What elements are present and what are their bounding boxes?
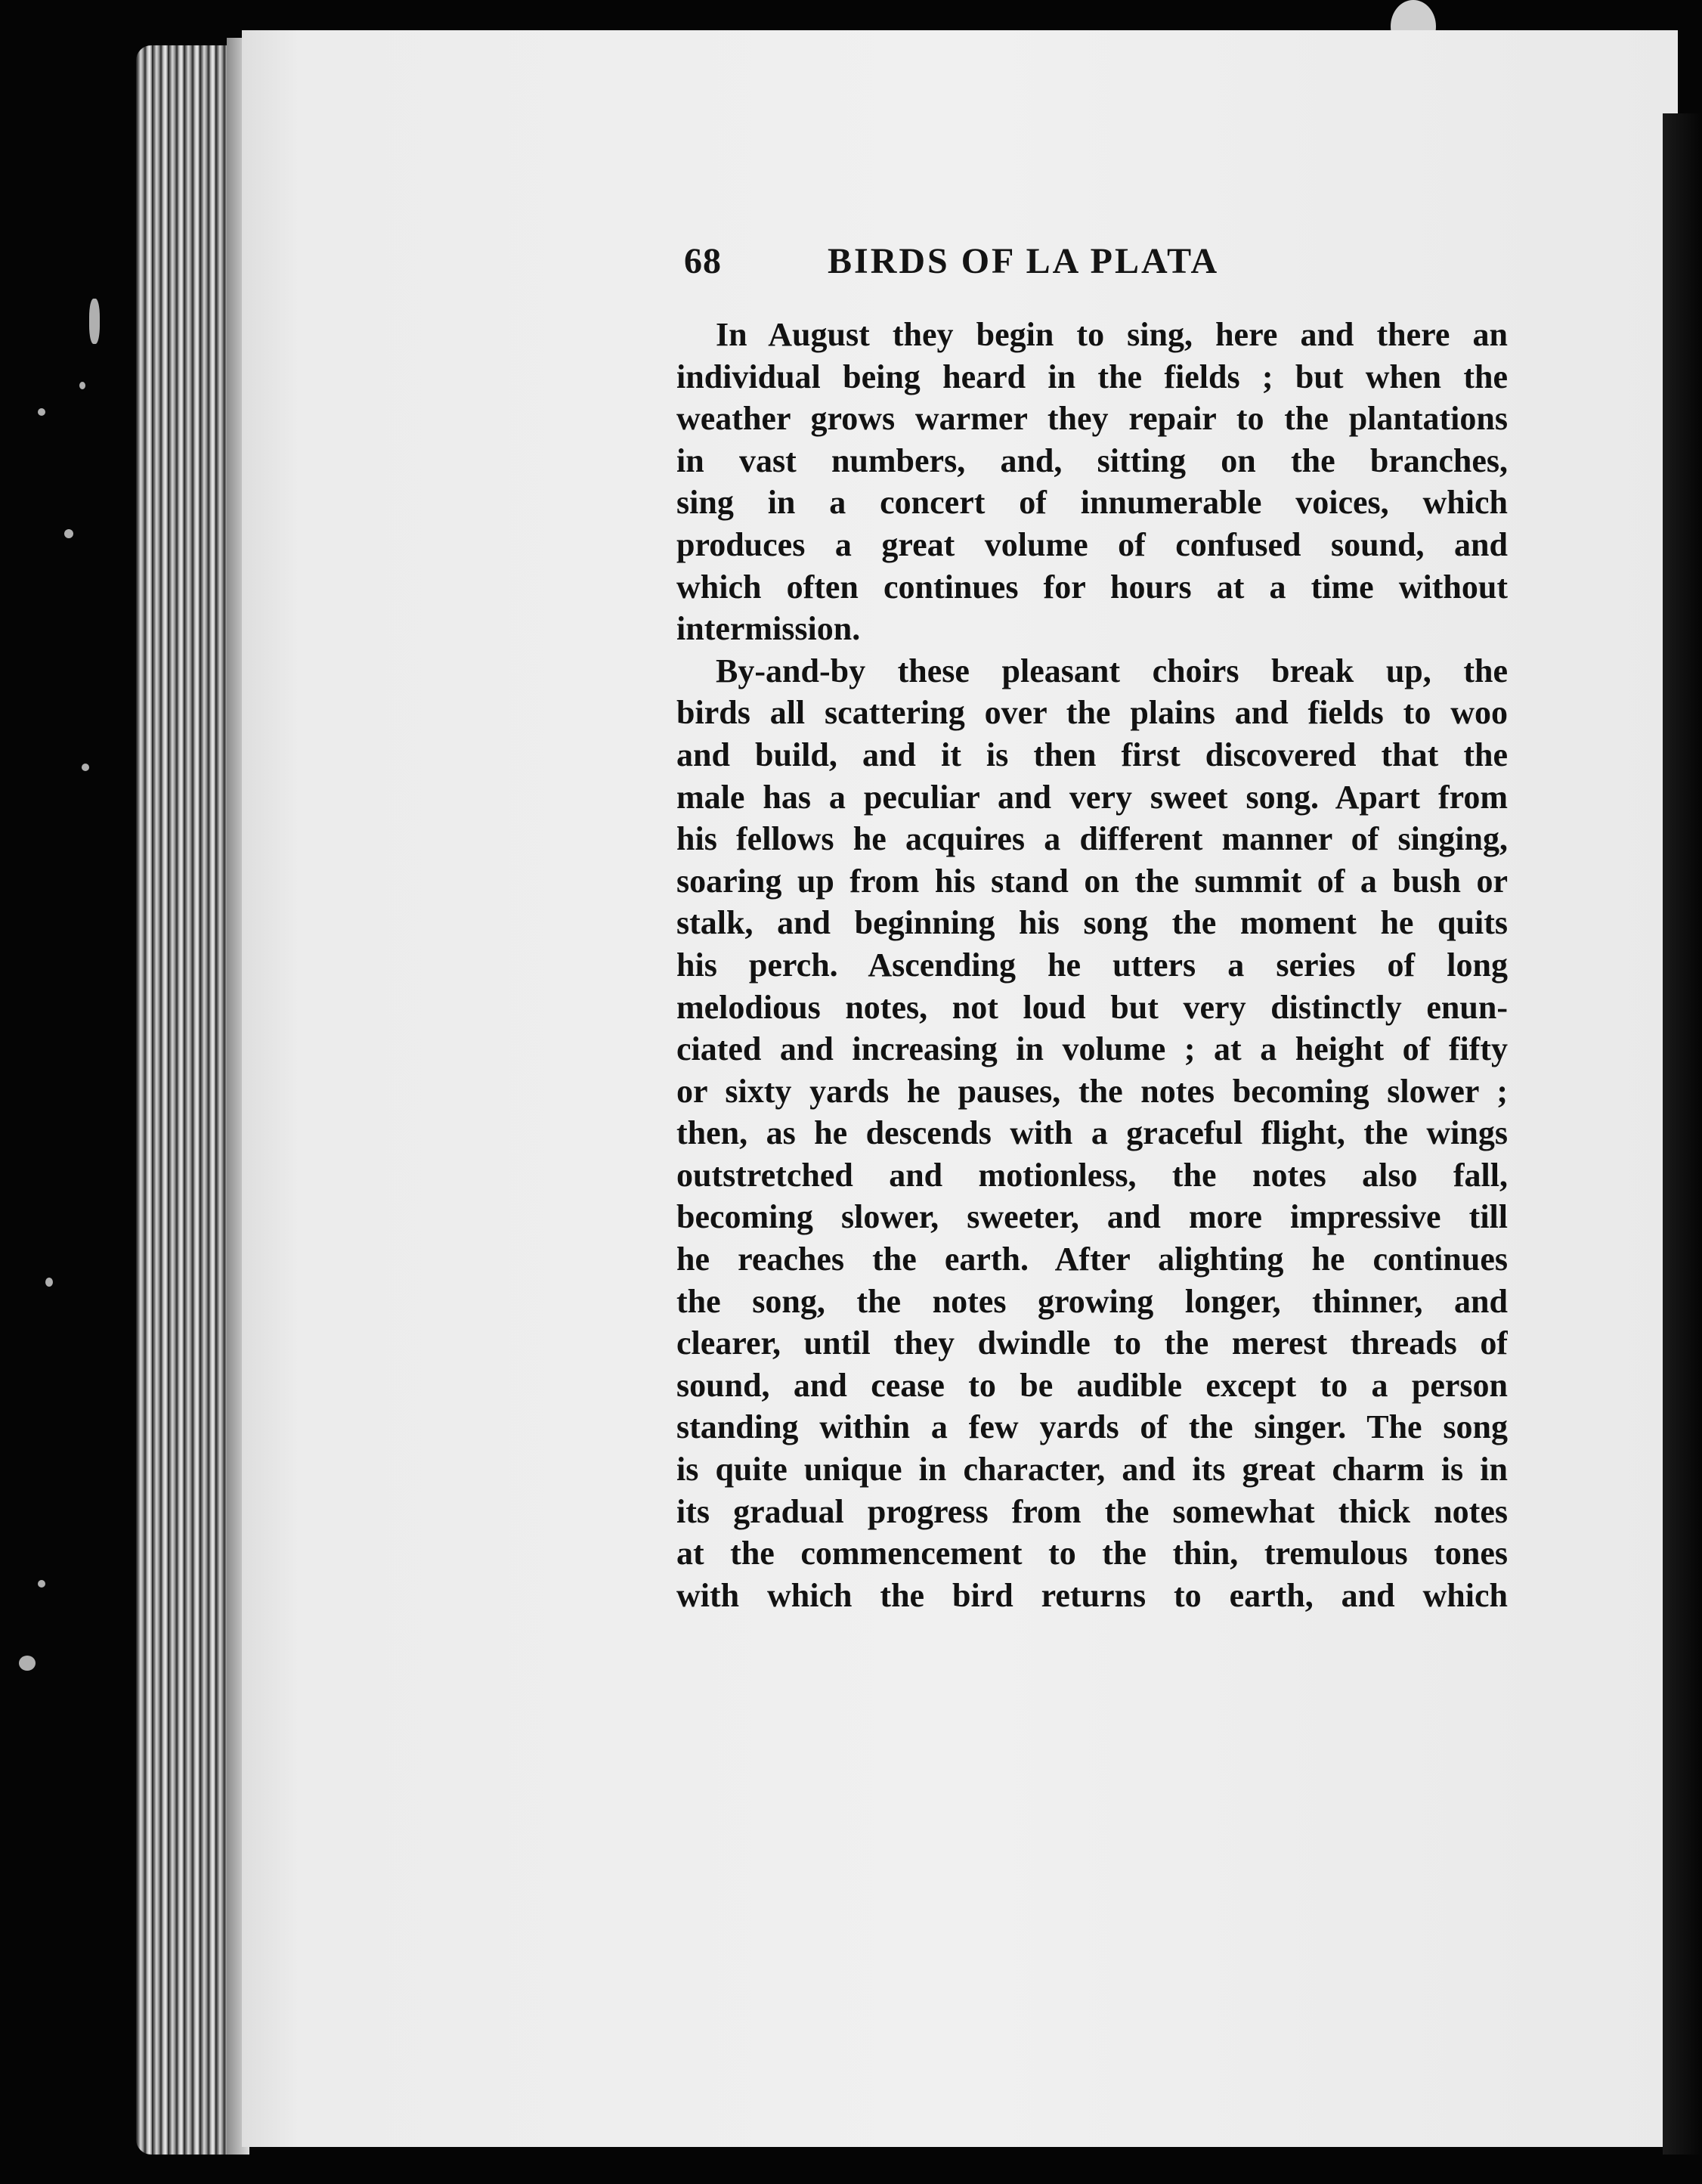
text-line: outstretched and motionless, the notes also fall, bbox=[676, 1156, 1508, 1194]
dust-speck bbox=[38, 1580, 45, 1588]
text-line: its gradual progress from the somewhat thick notes bbox=[676, 1492, 1508, 1530]
text-line: he reaches the earth. After alighting he continues bbox=[676, 1241, 1508, 1278]
body-text bbox=[676, 314, 1508, 1616]
running-head bbox=[684, 240, 1515, 293]
text-line: standing within a few yards of the singer. The song bbox=[676, 1408, 1508, 1446]
text-line: becoming slower, sweeter, and more impressive till bbox=[676, 1198, 1508, 1236]
text-line: at the commencement to the thin, tremulous tones bbox=[676, 1535, 1508, 1572]
page-right-edge bbox=[1663, 113, 1702, 2155]
page-number: 68 bbox=[684, 241, 722, 281]
text-line: is quite unique in character, and its great charm is in bbox=[676, 1451, 1508, 1489]
text-line: with which the bird returns to earth, and which bbox=[676, 1576, 1508, 1614]
dust-speck bbox=[45, 1278, 53, 1287]
text-line: intermission. bbox=[676, 610, 861, 648]
text-line: male has a peculiar and very sweet song. Apart from bbox=[676, 778, 1508, 816]
text-line: clearer, until they dwindle to the merest threads of bbox=[676, 1324, 1508, 1362]
text-line: which often continues for hours at a time without bbox=[676, 568, 1508, 606]
text-line: in vast numbers, and, sitting on the branches, bbox=[676, 441, 1508, 479]
text-line: By-and-by these pleasant choirs break up, the bbox=[716, 652, 1508, 689]
dust-speck bbox=[79, 382, 85, 389]
text-line: stalk, and beginning his song the moment he quits bbox=[676, 904, 1508, 942]
running-title: BIRDS OF LA PLATA bbox=[828, 241, 1220, 281]
text-line: or sixty yards he pauses, the notes becoming slower ; bbox=[676, 1072, 1508, 1110]
dust-speck bbox=[82, 764, 89, 771]
text-line: individual being heard in the fields ; but when the bbox=[676, 358, 1508, 395]
text-line: melodious notes, not loud but very distinctly enun- bbox=[676, 988, 1508, 1026]
text-line: sound, and cease to be audible except to a person bbox=[676, 1366, 1508, 1404]
text-line: ciated and increasing in volume ; at a height of fifty bbox=[676, 1030, 1508, 1068]
text-line: weather grows warmer they repair to the plantations bbox=[676, 400, 1508, 438]
text-line: In August they begin to sing, here and there an bbox=[716, 316, 1508, 353]
text-line: his fellows he acquires a different manner of singing, bbox=[676, 820, 1508, 858]
text-line: sing in a concert of innumerable voices, which bbox=[676, 484, 1508, 522]
dust-speck bbox=[38, 408, 45, 416]
text-line: soaring up from his stand on the summit of a bush or bbox=[676, 862, 1508, 900]
dust-speck bbox=[64, 529, 73, 538]
text-line: his perch. Ascending he utters a series of long bbox=[676, 946, 1508, 984]
text-line: the song, the notes growing longer, thinner, and bbox=[676, 1282, 1508, 1320]
text-line: and build, and it is then first discovered that the bbox=[676, 736, 1508, 773]
text-line: produces a great volume of confused sound, and bbox=[676, 525, 1508, 563]
text-line: birds all scattering over the plains and fields to woo bbox=[676, 694, 1508, 732]
dust-speck bbox=[19, 1656, 36, 1671]
text-line: then, as he descends with a graceful flight, the wings bbox=[676, 1114, 1508, 1152]
dust-speck bbox=[89, 299, 100, 344]
